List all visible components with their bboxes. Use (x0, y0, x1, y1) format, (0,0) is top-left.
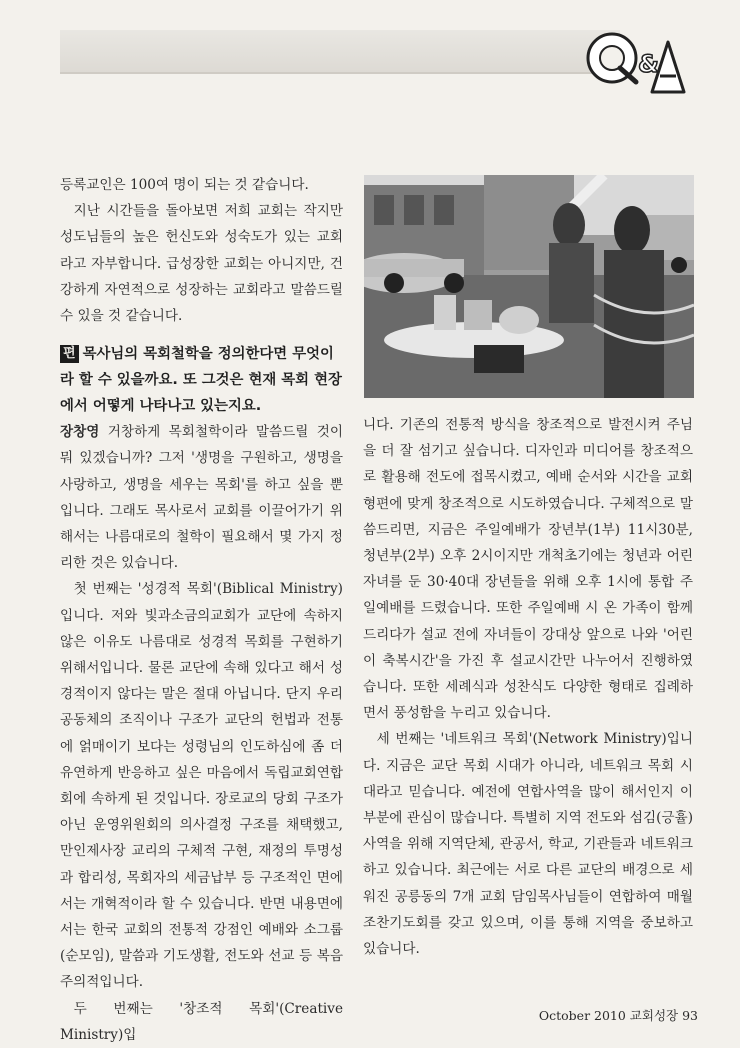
right-column (363, 412, 693, 962)
speaker-name: 장창영 (60, 424, 100, 441)
intro-paragraph: 등록교인은 100여 명이 되는 것 같습니다. (60, 177, 309, 193)
paragraph: 니다. 기존의 전통적 방식을 창조적으로 발전시켜 주님을 더 잘 섬기고 싶습니다. 디자인과 미디어를 창조적으로 활용해 전도에 접목시켰고, 예배 순서와 시간을 교회 형편에 맞게 창조적으로 시도하였습니다. 구체적으로 말씀드리면, 지금은 주일예배가 장년부(1부) 11시30분, 청년부(2부) 오후 2시이지만 개척초기에는 청년과 어린 자녀를 둔 30·40대 장년들을 위해 오후 1시에 통합 주일예배를 드렸습니다. 또한 주일예배 시 온 가족이 함께 드리다가 설교 전에 자녀들이 강대상 앞으로 나와 '어린이 축복시간'을 가진 후 설교시간만 나누어서 진행하였습니다. 또한 세례식과 성찬식도 다양한 형태로 집례하면서 풍성함을 누리고 있습니다. (363, 417, 693, 722)
interview-question (60, 341, 343, 419)
answer-paragraph (60, 419, 343, 576)
svg-text:&: & (638, 50, 659, 78)
header-band (60, 30, 620, 72)
qa-logo (580, 20, 690, 100)
paragraph: 첫 번째는 '성경적 목회'(Biblical Ministry)입니다. 저와 빛과소금의교회가 교단에 속하지 않은 이유도 나름대로 성경적 목회를 구현하기 위해서입니다. 물론 교단에 속해 있다고 해서 성경적이지 않다는 말은 절대 아닙니다. 단지 우리 공동체의 조직이나 구조가 교단의 헌법과 전통에 얽매이기 보다는 성령님의 인도하심에 좀 더 유연하게 반응하고 싶은 마음에서 독립교회연합회에 속하게 된 것입니다. 장로교의 당회 구조가 아닌 운영위원회의 의사결정 구조를 채택했고, 만인제사장 교리의 구체적 구현, 재정의 투명성과 합리성, 목회자의 세금납부 등 구조적인 면에서는 개혁적이라 할 수 있습니다. 반면 내용면에서는 한국 교회의 전통적 강점인 예배와 소그룹(순모임), 말씀과 기도생활, 전도와 선교 등 복음주의적입니다. (60, 581, 343, 991)
question-text: 목사님의 목회철학을 정의한다면 무엇이라 할 수 있을까요. 또 그것은 현재 목회 현장에서 어떻게 나타나고 있는지요. (60, 346, 342, 415)
answer-text: 거창하게 목회철학이라 말씀드릴 것이 뭐 있겠습니까? 그저 '생명을 구원하고, 생명을 사랑하고, 생명을 세우는 목회'를 하고 싶을 뿐입니다. 그래도 목사로서 교회를 이끌어가기 위해서는 나름대로의 철학이 필요해서 몇 가지 정리한 것은 있습니다. (60, 424, 343, 572)
header-divider (60, 72, 620, 74)
church-event-photo (364, 175, 694, 398)
paragraph: 세 번째는 '네트워크 목회'(Network Ministry)입니다. 지금은 교단 목회 시대가 아니라, 네트워크 목회 시대라고 믿습니다. 예전에 연합사역을 많이 해서인지 이 부분에 관심이 많습니다. 특별히 지역 전도와 섬김(긍휼) 사역을 위해 지역단체, 관공서, 학교, 기관들과 네트워크하고 있습니다. 최근에는 서로 다른 교단의 배경으로 세워진 공릉동의 7개 교회 담임목사님들이 연합하여 매월 조찬기도회를 갖고 있으며, 이를 통해 지역을 중보하고 있습니다. (363, 731, 693, 958)
question-badge: 편 (60, 345, 79, 363)
page-footer: October 2010 교회성장 93 (538, 1008, 698, 1023)
left-column (60, 172, 343, 1048)
paragraph: 두 번째는 '창조적 목회'(Creative Ministry)입 (60, 1000, 343, 1043)
paragraph: 지난 시간들을 돌아보면 저희 교회는 작지만 성도님들의 높은 헌신도와 성숙도가 있는 교회라고 자부합니다. 급성장한 교회는 아니지만, 건강하게 자연적으로 성장하는 교회라고 말씀드릴 수 있을 것 같습니다. (60, 203, 343, 325)
